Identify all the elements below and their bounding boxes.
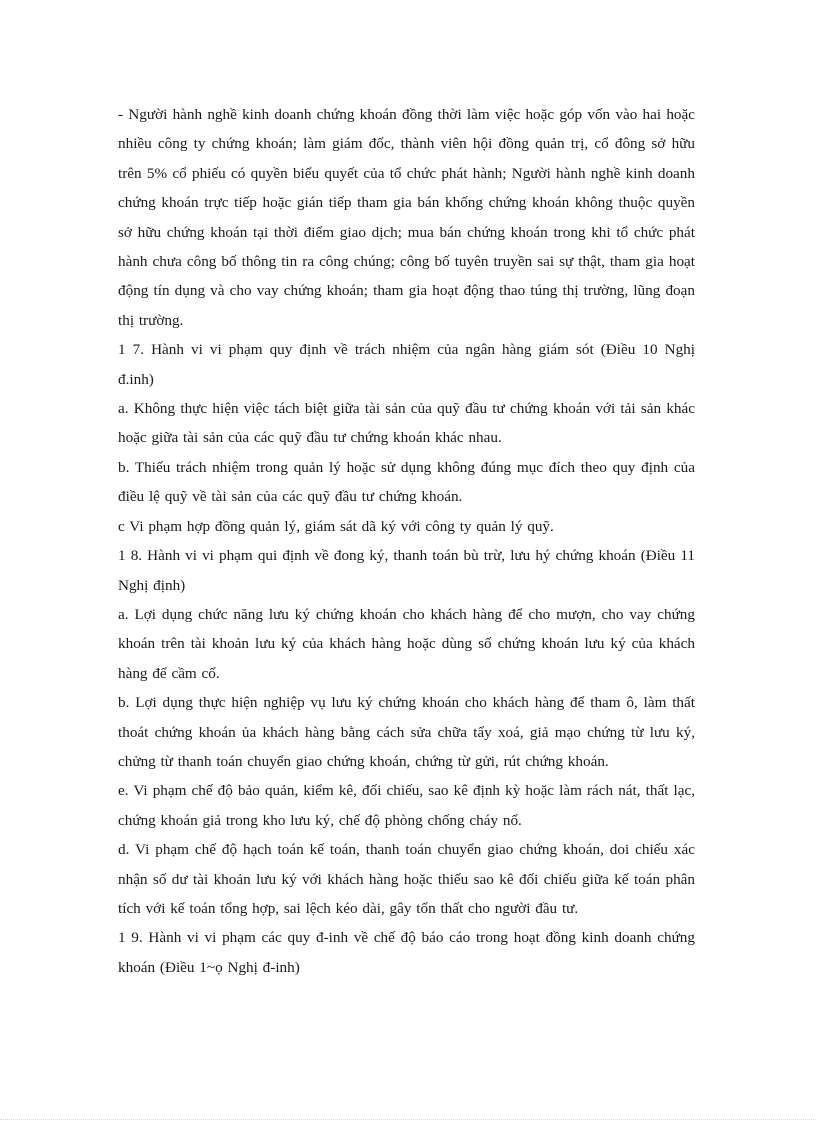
paragraph-17a: a. Không thực hiện việc tách biệt giữa tài sản của quỹ đầu tư chứng khoán với tải sản khác hoặc giữa tài sản của các quỹ đầu tư chứng khoán khác nhau. [118, 400, 695, 447]
page-bottom-border [0, 1119, 816, 1120]
heading-article-18: 1 8. Hành vi vi phạm qui định về đong ký, thanh toán bù trừ, lưu hý chứng khoán (Điều 11 Nghị định) [118, 547, 695, 594]
paragraph-18d: d. Vi phạm chế độ hạch toán kế toán, thanh toán chuyển giao chứng khoán, doi chiếu xác nhận số dư tài khoản lưu ký với khách hàng hoặc thiếu sao kê đối chiếu giữa kế toán phân tích với kế toán tổng hợp, sai lệch kéo dài, gây tổn thất cho người đầu tư. [118, 841, 695, 917]
paragraph-18e: e. Vi phạm chế độ bảo quản, kiểm kê, đối chiếu, sao kê định kỳ hoặc làm rách nát, thất lạc, chứng khoán giả trong kho lưu ký, chế độ phòng chống cháy nổ. [118, 782, 695, 829]
paragraph-18b: b. Lợi dụng thực hiện nghiệp vụ lưu ký chứng khoán cho khách hàng để tham ô, làm thất thoát chứng khoán ủa khách hàng bằng cách sửa chữa tẩy xoá, giả mạo chứng từ lưu ký, chửng từ thanh toán chuyển giao chứng khoán, chứng từ gửi, rút chứng khoán. [118, 694, 695, 770]
paragraph-broker-violations: - Người hành nghề kinh doanh chứng khoán đồng thời làm việc hoặc góp vốn vào hai hoặc nhiều công ty chứng khoán; làm giám đốc, thành viên hội đồng quản trị, cổ đông sở hữu trên 5% cổ phiếu có quyền biểu quyết của tổ chức phát hành; Người hành nghề kinh doanh chứng khoán trực tiếp hoặc gián tiếp tham gia bán khống chứng khoán không thuộc quyền sở hữu chứng khoán tại thời điểm giao dịch; mua bán chứng khoán trong khi tổ chức phát hành chưa công bố thông tin ra công chúng; công bố tuyên truyền sai sự thật, tham gia hoạt động tín dụng và cho vay chứng khoán; tham gia hoạt động thao túng thị trường, lũng đoạn thị trường. [118, 106, 695, 329]
paragraph-17b: b. Thiếu trách nhiệm trong quản lý hoặc sử dụng không đúng mục đích theo quy định của điều lệ quỹ về tài sản của các quỹ đầu tư chứng khoán. [118, 458, 695, 506]
heading-article-19: 1 9. Hành vi vi phạm các quy đ-inh về chế độ báo cáo trong hoạt đồng kinh doanh chứng khoán (Điều 1~ọ Nghị đ-inh) [118, 929, 695, 976]
document-page [118, 100, 695, 1000]
heading-article-17: 1 7. Hành vi vi phạm quy định về trách nhiệm của ngân hàng giám sót (Điều 10 Nghị đ.inh) [118, 341, 695, 388]
paragraph-18a: a. Lợi dụng chức năng lưu ký chứng khoán cho khách hàng để cho mượn, cho vay chứng khoán trên tài khoản lưu ký của khách hàng hoặc dùng số chứng khoán lưu ký của khách hàng để cầm cố. [118, 605, 695, 682]
paragraph-17c: c Vi phạm hợp đồng quản lý, giám sát dã ký với công ty quản lý quỹ. [118, 517, 554, 535]
